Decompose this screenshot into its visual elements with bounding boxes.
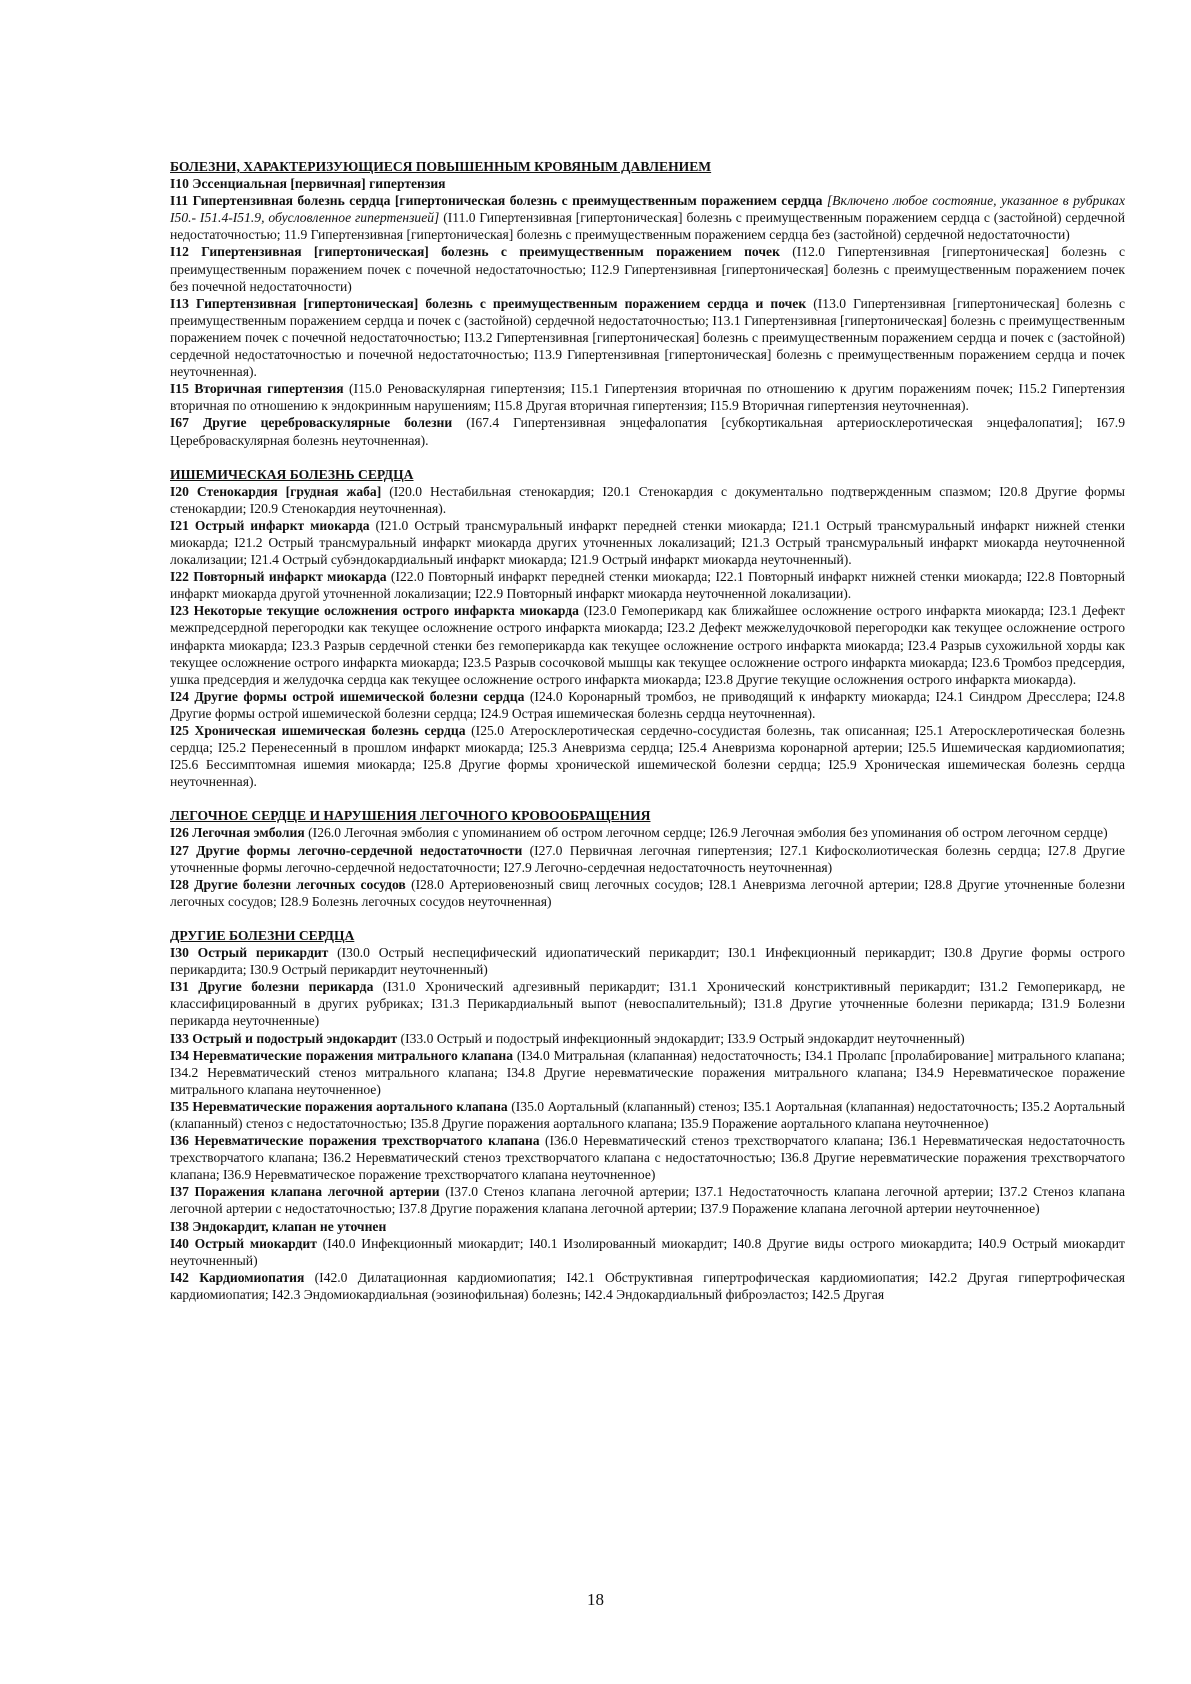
entry-description: (I67.4 Гипертензивная энцефалопатия [субкортикальная артериосклеротическая энцефалопатия]; I67.9 Цереброваскулярная болезнь неуточненная). — [170, 415, 1125, 448]
entry-title: I30 Острый перикардит — [170, 945, 329, 961]
entry-title: I67 Другие цереброваскулярные болезни — [170, 415, 453, 431]
entry-title: I28 Другие болезни легочных сосудов — [170, 876, 406, 892]
entry — [170, 517, 1125, 568]
entry — [170, 824, 1125, 841]
entry-title: I31 Другие болезни перикарда — [170, 979, 374, 995]
entry-title: I13 Гипертензивная [гипертоническая] болезнь с преимущественным поражением сердца и почек — [170, 295, 807, 311]
entry — [170, 944, 1125, 978]
entry-description: (I15.0 Реноваскулярная гипертензия; I15.1 Гипертензия вторичная по отношению к другим поражениям почек; I15.2 Гипертензия вторичная по отношению к эндокринным нарушениям; I15.8 Другая вторичная гипертензия; I15.9 Вторичная гипертензия неуточненная). — [170, 381, 1125, 414]
section — [170, 927, 1125, 1303]
entry — [170, 568, 1125, 602]
entry-title: I38 Эндокардит, клапан не уточнен — [170, 1218, 387, 1234]
entry-description: (I37.0 Стеноз клапана легочной артерии; I37.1 Недостаточность клапана легочной артерии; I37.2 Стеноз клапана легочной артерии с недостаточностью; I37.8 Другие поражения клапана легочной артерии; I37.9 Поражение клапана легочной артерии неуточненное) — [170, 1184, 1126, 1217]
page-number: 18 — [587, 1590, 604, 1609]
entry-description: (I31.0 Хронический адгезивный перикардит; I31.1 Хронический констриктивный перикардит; I31.2 Гемоперикард, не классифицированный в других рубриках; I31.3 Перикардиальный выпот (невоспалительный); I31.8 Другие уточненные болезни перикарда; I31.9 Болезни перикарда неуточненные) — [170, 979, 1125, 1029]
entry-description: (I22.0 Повторный инфаркт передней стенки миокарда; I22.1 Повторный инфаркт нижней стенки миокарда; I22.8 Повторный инфаркт миокарда другой уточненной локализации; I22.9 Повторный инфаркт миокарда неуточненной локализации). — [170, 569, 1125, 602]
entry — [170, 1132, 1125, 1183]
entry-description: (I33.0 Острый и подострый инфекционный эндокардит; I33.9 Острый эндокардит неуточненный) — [397, 1030, 965, 1046]
entry-title: I12 Гипертензивная [гипертоническая] болезнь с преимущественным поражением почек — [170, 244, 780, 260]
entry-title: I24 Другие формы острой ишемической болезни сердца — [170, 688, 525, 704]
entry-description: (I34.0 Митральная (клапанная) недостаточность; I34.1 Пролапс [пролабирование] митрального клапана; I34.2 Неревматический стеноз митрального клапана; I34.8 Другие неревматические поражения митрального клапана; I34.9 Неревматическое поражение митрального клапана неуточненное) — [170, 1047, 1126, 1097]
entry-title: I21 Острый инфаркт миокарда — [170, 517, 370, 533]
entry-title: I33 Острый и подострый эндокардит — [170, 1030, 398, 1046]
entry-description: (I25.0 Атеросклеротическая сердечно-сосудистая болезнь, так описанная; I25.1 Атеросклеротическая болезнь сердца; I25.2 Перенесенный в прошлом инфаркт миокарда; I25.3 Аневризма сердца; I25.4 Аневризма коронарной артерии; I25.5 Ишемическая кардиомиопатия; I25.6 Бессимптомная ишемия миокарда; I25.8 Другие формы хронической ишемической болезни сердца; I25.9 Хроническая ишемическая болезнь сердца неуточненная). — [170, 723, 1125, 790]
entry-description: (I28.0 Артериовенозный свищ легочных сосудов; I28.1 Аневризма легочной артерии; I28.8 Другие уточненные болезни легочных сосудов; I28.9 Болезнь легочных сосудов неуточненная) — [170, 876, 1125, 909]
entry-description: (I20.0 Нестабильная стенокардия; I20.1 Стенокардия с документально подтвержденным спазмом; I20.8 Другие формы стенокардии; I20.9 Стенокардия неуточненная). — [170, 483, 1125, 516]
entry — [170, 380, 1125, 414]
entry-title: I42 Кардиомиопатия — [170, 1269, 305, 1285]
entry-title: I23 Некоторые текущие осложнения острого инфаркта миокарда — [170, 603, 579, 619]
section-heading: ЛЕГОЧНОЕ СЕРДЦЕ И НАРУШЕНИЯ ЛЕГОЧНОГО КРОВООБРАЩЕНИЯ — [170, 808, 651, 824]
entry-title: I36 Неревматические поражения трехстворчатого клапана — [170, 1133, 540, 1149]
entry — [170, 1183, 1125, 1217]
entry — [170, 295, 1125, 380]
entry — [170, 192, 1125, 243]
entry — [170, 602, 1125, 687]
section — [170, 807, 1125, 910]
entry-description: (I30.0 Острый неспецифический идиопатический перикардит; I30.1 Инфекционный перикардит; I30.8 Другие формы острого перикардита; I30.9 Острый перикардит неуточненный) — [170, 945, 1125, 978]
entry-description: (I12.0 Гипертензивная [гипертоническая] болезнь с преимущественным поражением почек с почечной недостаточностью; I12.9 Гипертензивная [гипертоническая] болезнь с преимущественным поражением почек без почечной недостаточности) — [170, 244, 1125, 294]
entry — [170, 1098, 1125, 1132]
section — [170, 466, 1125, 791]
entry — [170, 414, 1125, 448]
entry-title: I35 Неревматические поражения аортального клапана — [170, 1098, 508, 1114]
entry-title: I40 Острый миокардит — [170, 1235, 317, 1251]
entry-description: (I27.0 Первичная легочная гипертензия; I27.1 Кифосколиотическая болезнь сердца; I27.8 Другие уточненные формы легочно-сердечной недостаточности; I27.9 Легочно-сердечная недостаточность неуточненная) — [170, 842, 1126, 875]
entry — [170, 1235, 1125, 1269]
entry — [170, 1218, 1125, 1235]
entry — [170, 722, 1125, 790]
entry-title: I34 Неревматические поражения митрального клапана — [170, 1047, 514, 1063]
entry-description: (I35.0 Аортальный (клапанный) стеноз; I35.1 Аортальная (клапанная) недостаточность; I35.2 Аортальный (клапанный) стеноз с недостаточностью; I35.8 Другие поражения аортального клапана; I35.9 Поражение аортального клапана неуточненное) — [170, 1098, 1125, 1131]
entry-title: I27 Другие формы легочно-сердечной недостаточности — [170, 842, 523, 858]
section-heading: ДРУГИЕ БОЛЕЗНИ СЕРДЦА — [170, 927, 355, 943]
entry-description: (I24.0 Коронарный тромбоз, не приводящий к инфаркту миокарда; I24.1 Синдром Дресслера; I24.8 Другие формы острой ишемической болезни сердца; I24.9 Острая ишемическая болезнь сердца неуточненная). — [170, 688, 1125, 721]
entry-description: (I21.0 Острый трансмуральный инфаркт передней стенки миокарда; I21.1 Острый трансмуральный инфаркт нижней стенки миокарда; I21.2 Острый трансмуральный инфаркт миокарда других уточненных локализаций; I21.3 Острый трансмуральный инфаркт миокарда неуточненной локализации; I21.4 Острый субэндокардиальный инфаркт миокарда; I21.9 Острый инфаркт миокарда неуточненный). — [170, 517, 1125, 568]
entry — [170, 876, 1125, 910]
entry — [170, 842, 1125, 876]
entry-description: (I26.0 Легочная эмболия с упоминанием об остром легочном сердце; I26.9 Легочная эмболия без упоминания об остром легочном сердце) — [304, 825, 1108, 841]
entry-description: (I42.0 Дилатационная кардиомиопатия; I42.1 Обструктивная гипертрофическая кардиомиопатия; I42.2 Другая гипертрофическая кардиомиопатия; I42.3 Эндомиокардиальная (эозинофильная) болезнь; I42.4 Эндокардиальный фиброэластоз; I42.5 Другая — [170, 1269, 1125, 1302]
entry-description: (I40.0 Инфекционный миокардит; I40.1 Изолированный миокардит; I40.8 Другие виды острого миокардита; I40.9 Острый миокардит неуточненный) — [170, 1235, 1125, 1268]
page-content — [170, 158, 1125, 1303]
section — [170, 158, 1125, 449]
section-heading: ИШЕМИЧЕСКАЯ БОЛЕЗНЬ СЕРДЦА — [170, 466, 414, 482]
entry — [170, 1030, 1125, 1047]
entry-title: I37 Поражения клапана легочной артерии — [170, 1184, 440, 1200]
entry — [170, 483, 1125, 517]
entry — [170, 175, 1125, 192]
entry-title: I10 Эссенциальная [первичная] гипертензия — [170, 176, 446, 192]
section-heading: БОЛЕЗНИ, ХАРАКТЕРИЗУЮЩИЕСЯ ПОВЫШЕННЫМ КРОВЯНЫМ ДАВЛЕНИЕМ — [170, 159, 712, 174]
entry-description: (I13.0 Гипертензивная [гипертоническая] болезнь с преимущественным поражением сердца и почек с (застойной) сердечной недостаточностью; I13.1 Гипертензивная [гипертоническая] болезнь с преимущественным поражением почек с почечной недостаточностью; I13.2 Гипертензивная [гипертоническая] болезнь с преимущественным поражением сердца и почек с (застойной) сердечной недостаточностью и почечной недостаточностью; I13.9 Гипертензивная [гипертоническая] болезнь с преимущественным поражением сердца и почек неуточненная). — [170, 295, 1126, 380]
entry — [170, 1269, 1125, 1303]
entry-description: (I23.0 Гемоперикард как ближайшее осложнение острого инфаркта миокарда; I23.1 Дефект межпредсердной перегородки как текущее осложнение острого инфаркта миокарда; I23.2 Дефект межжелудочковой перегородки как текущее осложнение острого инфаркта миокарда; I23.3 Разрыв сердечной стенки без гемоперикарда как текущее осложнение острого инфаркта миокарда; I23.4 Разрыв сухожильной хорды как текущее осложнение острого инфаркта миокарда; I23.5 Разрыв сосочковой мышцы как текущее осложнение острого инфаркта миокарда; I23.6 Тромбоз предсердия, ушка предсердия и желудочка сердца как текущее осложнение острого инфаркта миокарда; I23.8 Другие текущие осложнения острого инфаркта миокарда). — [170, 603, 1125, 687]
entry-title: I25 Хроническая ишемическая болезнь сердца — [170, 723, 466, 738]
entry-note: [Включено любое состояние, указанное в рубриках I50.- I51.4-I51.9, обусловленное гипертензией] — [170, 193, 1126, 226]
entry — [170, 688, 1125, 722]
entry-title: I20 Стенокардия [грудная жаба] — [170, 483, 382, 499]
entry — [170, 978, 1125, 1029]
entry — [170, 243, 1125, 294]
entry-title: I26 Легочная эмболия — [170, 825, 305, 841]
entry-description: (I36.0 Неревматический стеноз трехстворчатого клапана; I36.1 Неревматическая недостаточность трехстворчатого клапана; I36.2 Неревматический стеноз трехстворчатого клапана с недостаточностью; I36.8 Другие неревматические поражения трехстворчатого клапана; I36.9 Неревматическое поражение трехстворчатого клапана неуточненное) — [170, 1133, 1125, 1183]
entry-title: I22 Повторный инфаркт миокарда — [170, 569, 387, 585]
entry-description: (I11.0 Гипертензивная [гипертоническая] болезнь с преимущественным поражением сердца с (застойной) сердечной недостаточностью; 11.9 Гипертензивная [гипертоническая] болезнь с преимущественным поражением сердца без (застойной) сердечной недостаточности) — [170, 210, 1125, 243]
entry-title: I11 Гипертензивная болезнь сердца [гипертоническая болезнь с преимущественным поражением сердца — [170, 193, 823, 209]
entry — [170, 1047, 1125, 1098]
entry-title: I15 Вторичная гипертензия — [170, 381, 344, 397]
